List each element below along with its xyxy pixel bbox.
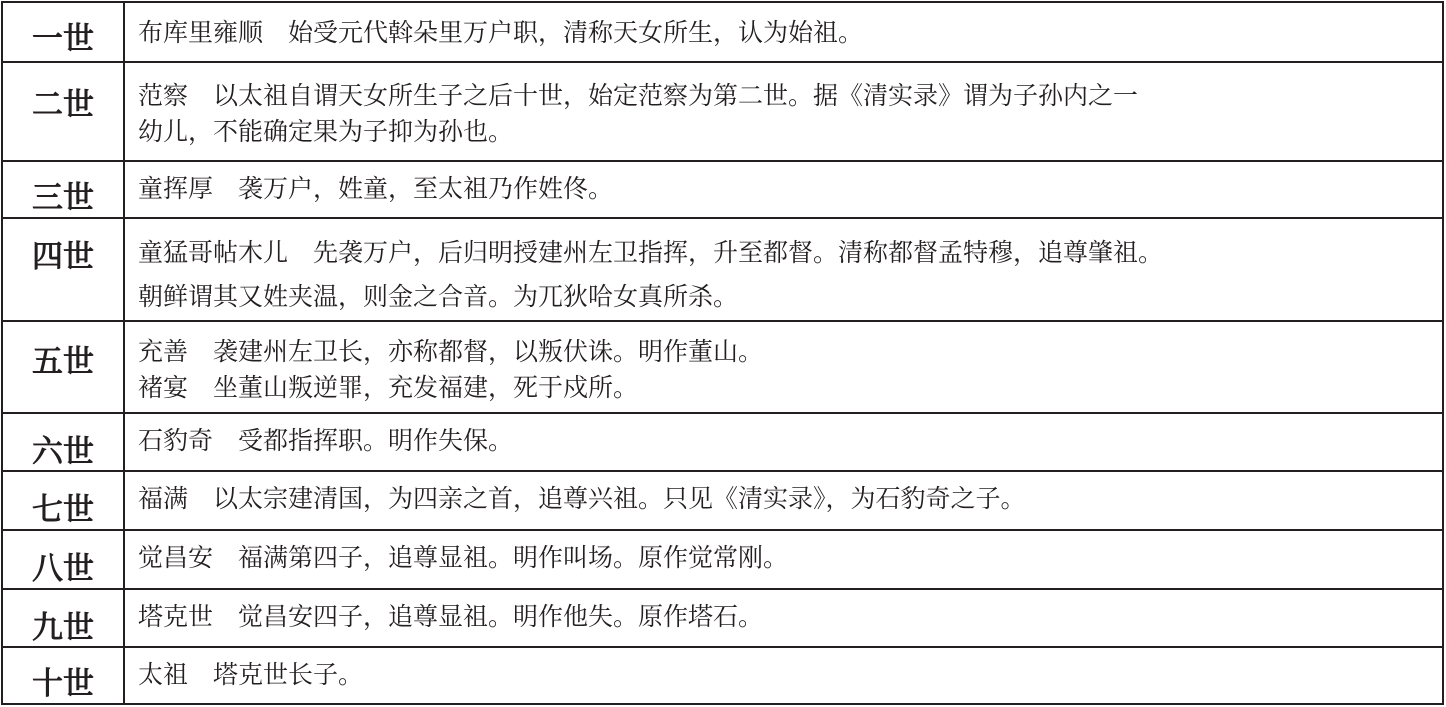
table-row [3,588,1442,646]
generation-label: 七世 [3,472,125,529]
generation-description [125,63,1442,160]
description-line: 太祖 塔克世长子。 [138,660,364,690]
generation-label: 一世 [3,3,125,61]
description-line: 觉昌安 福满第四子，追尊显祖。明作叫场。原作觉常刚。 [138,543,789,573]
table-row [3,61,1442,160]
generation-description [125,322,1442,412]
table-row [3,646,1442,703]
description-line: 范察 以太祖自谓天女所生子之后十世，始定范察为第二世。据《清实录》谓为子孙内之一 [138,80,1139,110]
generation-label: 十世 [3,648,125,703]
description-line: 塔克世 觉昌安四子，追尊显祖。明作他失。原作塔石。 [138,602,764,632]
description-line: 石豹奇 受都指挥职。明作失保。 [138,426,514,456]
generation-label: 四世 [3,219,125,320]
generation-description [125,3,1442,61]
generation-label: 八世 [3,531,125,588]
table-row [3,412,1442,470]
generation-description [125,472,1442,529]
table-row [3,529,1442,588]
description-line: 布库里雍顺 始受元代斡朵里万户职，清称天女所生，认为始祖。 [138,18,864,47]
generation-description [125,531,1442,588]
generation-label: 五世 [3,322,125,412]
generation-label: 六世 [3,414,125,470]
table-row [3,3,1442,61]
generation-description [125,414,1442,470]
table-row [3,217,1442,320]
generation-label: 九世 [3,590,125,646]
table-row [3,470,1442,529]
generation-label: 三世 [3,162,125,218]
generation-description [125,162,1442,218]
generation-description [125,219,1442,320]
description-line: 幼儿，不能确定果为子抑为孙也。 [138,116,514,146]
description-line: 朝鲜谓其又姓夹温，则金之合音。为兀狄哈女真所杀。 [138,282,739,312]
description-line: 童挥厚 袭万户，姓童，至太祖乃作姓佟。 [138,173,614,203]
description-line: 童猛哥帖木儿 先袭万户，后归明授建州左卫指挥，升至都督。清称都督孟特穆，追尊肇祖。 [138,238,1164,268]
table-row [3,320,1442,412]
description-line: 充善 袭建州左卫长，亦称都督，以叛伏诛。明作董山。 [138,337,764,367]
generation-label: 二世 [3,63,125,160]
table-row [3,160,1442,218]
description-line: 福满 以太宗建清国，为四亲之首，追尊兴祖。只见《清实录》，为石豹奇之子。 [138,484,1026,514]
genealogy-table [1,1,1444,705]
generation-description [125,648,1442,703]
description-line: 褚宴 坐董山叛逆罪，充发福建，死于戍所。 [138,373,639,403]
generation-description [125,590,1442,646]
